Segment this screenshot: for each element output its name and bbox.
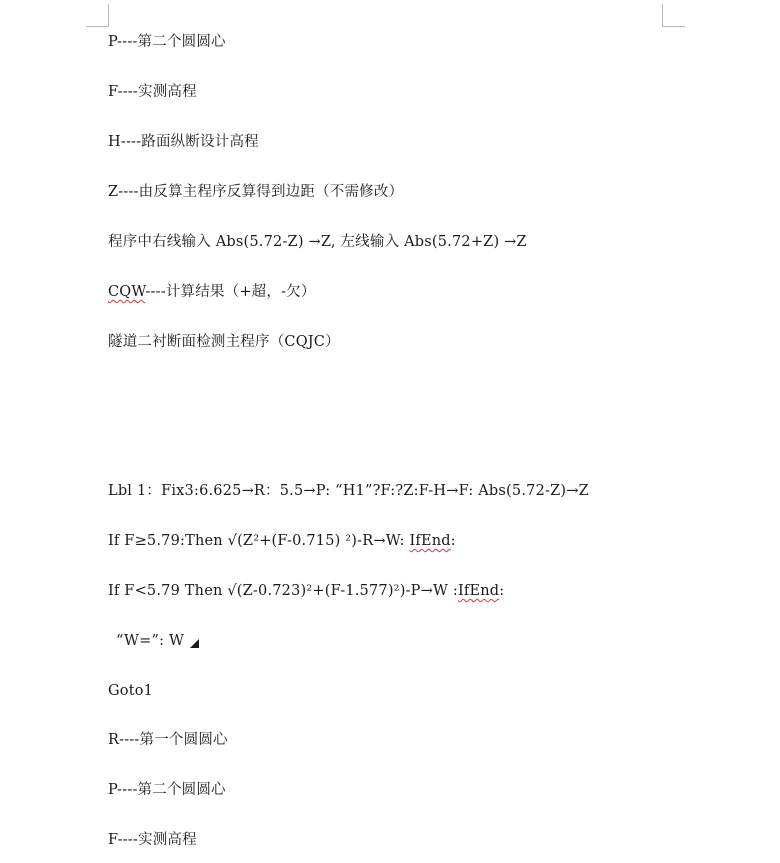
- text-line-f: F----实测高程: [108, 832, 197, 848]
- code-line-if-a: [108, 531, 456, 551]
- section-title: 隧道二衬断面检测主程序（CQJC）: [108, 334, 340, 350]
- text-line-2: F----实测高程: [108, 84, 197, 100]
- text-line-1: P----第二个圆圆心: [108, 34, 226, 50]
- code-if-b-colon: :: [499, 583, 505, 599]
- text-line-5: 程序中右线输入 Abs(5.72-Z) →Z, 左线输入 Abs(5.72+Z) →Z: [108, 234, 527, 250]
- code-if-a-colon: :: [450, 533, 456, 549]
- text-line-6-rest: ----计算结果（+超，-欠）: [145, 284, 316, 300]
- code-line-output: [116, 631, 199, 651]
- top-left-margin-mark: [86, 4, 109, 27]
- text-line-4: Z----由反算主程序反算得到边距（不需修改）: [108, 184, 404, 200]
- spellcheck-word-cqw: CQW: [108, 284, 146, 300]
- text-line-3: H----路面纵断设计高程: [108, 134, 259, 150]
- spellcheck-word-ifend: IfEnd: [409, 533, 451, 549]
- text-line-6: [108, 282, 316, 302]
- code-line-lbl: Lbl 1：Fix3:6.625→R：5.5→P: “H1”?F:?Z:F-H→F: Abs(5.72-Z)→Z: [108, 483, 589, 499]
- code-line-goto: Goto1: [108, 683, 154, 699]
- top-right-margin-mark: [662, 4, 685, 27]
- code-if-b-text: If F<5.79 Then √(Z-0.723)²+(F-1.577)²)-P→W :: [108, 583, 458, 599]
- display-triangle-icon: [190, 639, 199, 648]
- text-line-r: R----第一个圆圆心: [108, 732, 228, 748]
- spellcheck-word-ifend: IfEnd: [457, 583, 500, 599]
- code-line-if-b: [108, 581, 504, 601]
- code-output-text: “W=”: W: [116, 633, 185, 649]
- code-if-a-text: If F≥5.79:Then √(Z²+(F-0.715) ²)-R→W:: [108, 533, 410, 549]
- text-line-p: P----第二个圆圆心: [108, 782, 226, 798]
